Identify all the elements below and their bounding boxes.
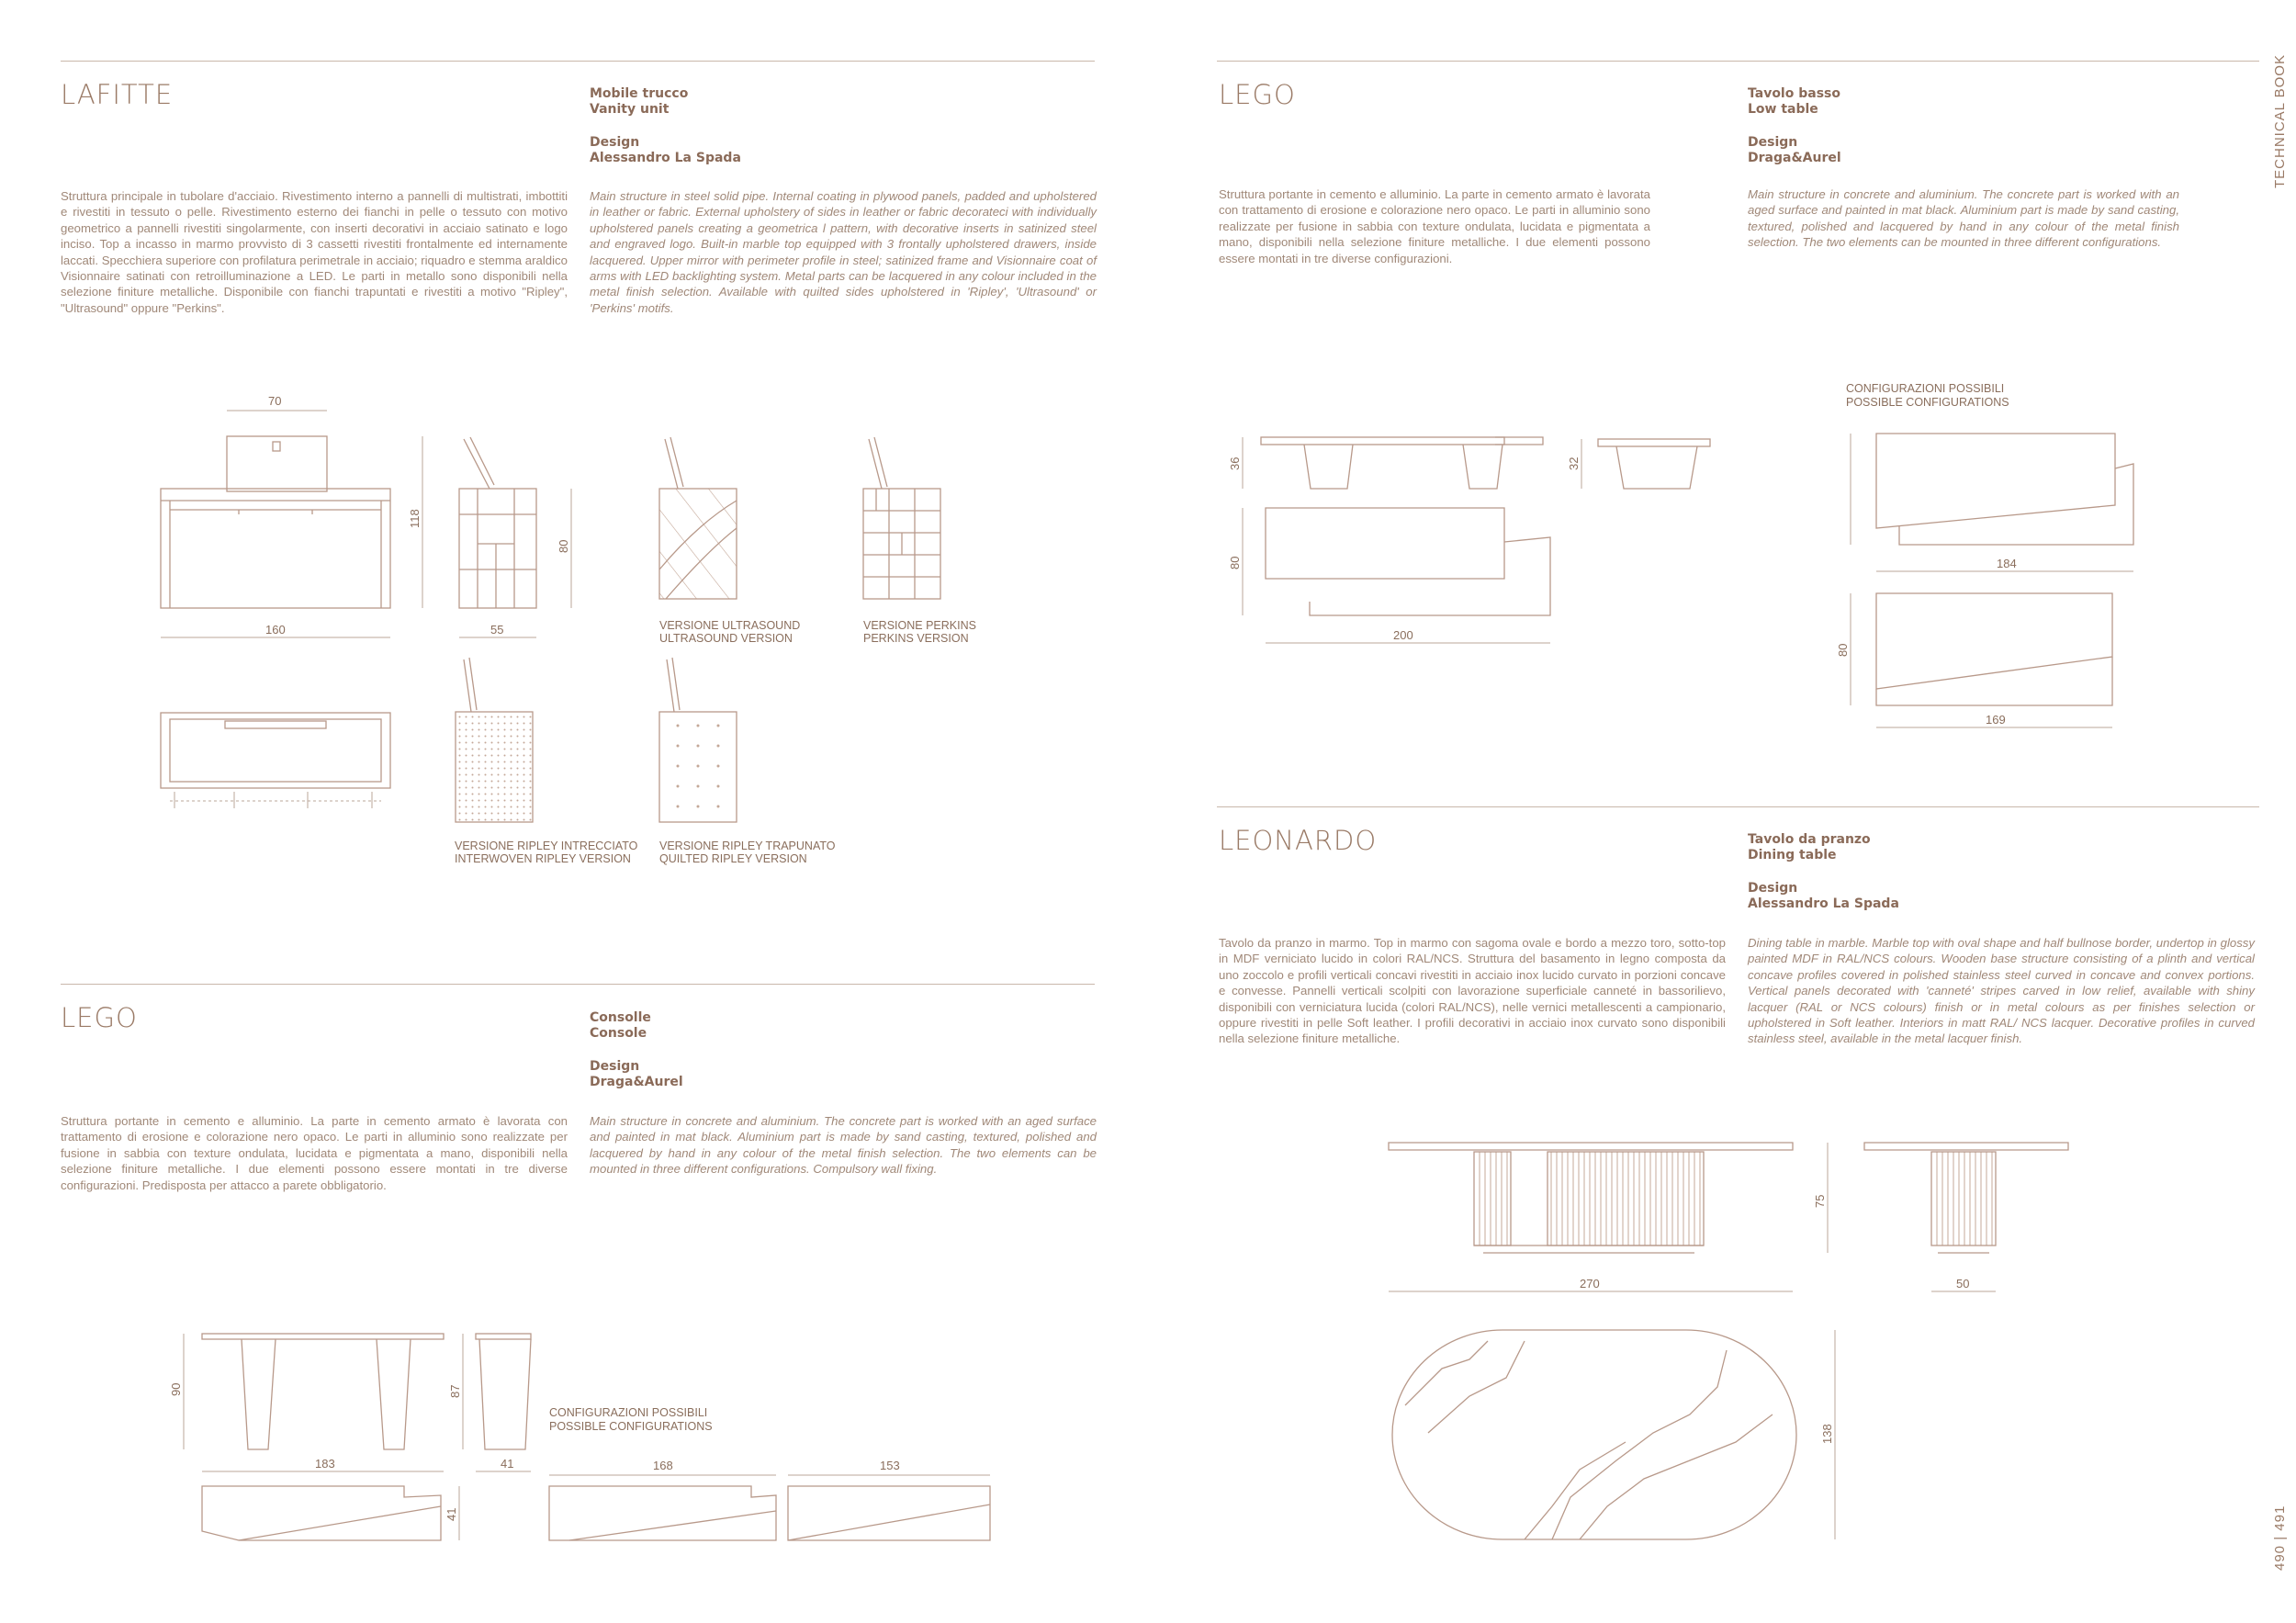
ripley-quilted-caption-en: QUILTED RIPLEY VERSION [659, 852, 807, 865]
leonardo-desc-en: Dining table in marble. Marble top with oval shape and half bullnose border, undertop in glossy painted MDF in RAL/NCS colours. Wooden base structure consisting of a plinth and vertical concave profiles covered in polished stainless steel curved in concave and convex portions. Vertical panels decorated with 'canneté' stripes carved in low relief, available with shiny lacquer (RAL or NCS colours) finish or in metal colours as per finishes selection or upholstered in Soft leather. Interiors in matt RAL/ NCS lacquer. Decorative profiles in curved stainless steel, available in the metal lacquer finish. [1748, 936, 2255, 1046]
dim-lego-console-side-h: 87 [448, 1384, 462, 1398]
lego-table-desc-en: Main structure in concrete and aluminium. The concrete part is worked with an aged surface and painted in mat black. Aluminium part is made by sand casting, textured, polished and lacquered by hand in any colour of the metal finish selection. The two elements can be mounted in three different configurations. [1748, 187, 2179, 250]
leonardo-designer: Alessandro La Spada [1748, 896, 1899, 911]
dim-leonardo-depth: 50 [1956, 1277, 1970, 1291]
dim-lego-table-width: 200 [1393, 628, 1413, 642]
lafitte-type-en: Vanity unit [590, 102, 670, 117]
dim-lafitte-side-h: 80 [557, 539, 570, 553]
lafitte-type-it: Mobile trucco [590, 86, 689, 101]
lafitte-ripley-interwoven-version [455, 658, 638, 865]
leonardo-design-label: Design [1748, 881, 1798, 896]
dim-lego-table-conf2-w: 169 [1986, 713, 2006, 727]
lafitte-front-view [161, 394, 422, 637]
lafitte-side-view [459, 437, 571, 637]
side-label: TECHNICAL BOOK [2272, 54, 2288, 188]
dim-lafitte-height: 118 [408, 509, 422, 528]
lego-console-top-view [202, 1486, 459, 1540]
dim-lego-console-width: 183 [315, 1457, 335, 1471]
lego-console-type-en: Console [590, 1026, 647, 1041]
lego-console-front-view [169, 1334, 444, 1471]
lego-table-title: LEGO [1219, 79, 1296, 110]
lafitte-title: LAFITTE [61, 79, 174, 110]
dim-lego-table-conf1-w: 184 [1997, 557, 2017, 570]
ripley-interwoven-caption-en: INTERWOVEN RIPLEY VERSION [455, 852, 631, 865]
lego-console-side-view [448, 1334, 531, 1471]
lego-table-config-en: POSSIBLE CONFIGURATIONS [1846, 396, 2009, 409]
dim-lego-table-conf2-d: 80 [1836, 643, 1850, 657]
dim-lego-console-height: 90 [169, 1382, 183, 1396]
lego-console-design-label: Design [590, 1059, 640, 1074]
ripley-interwoven-caption-it: VERSIONE RIPLEY INTRECCIATO [455, 840, 638, 852]
lego-console-type-it: Consolle [590, 1010, 651, 1025]
lego-console-configurations [549, 1406, 990, 1540]
dim-lafitte-mirror-w: 70 [268, 394, 282, 408]
dim-lego-console-plan-d: 41 [445, 1507, 458, 1521]
lego-table-type-it: Tavolo basso [1748, 86, 1840, 101]
dim-lafitte-width: 160 [265, 623, 286, 637]
lego-table-front-view [1228, 437, 1543, 489]
dim-lafitte-depth: 55 [490, 623, 504, 637]
dim-leonardo-width: 270 [1580, 1277, 1600, 1291]
leonardo-type-en: Dining table [1748, 848, 1837, 862]
dim-leonardo-height: 75 [1813, 1194, 1827, 1208]
lego-console-desc-it: Struttura portante in cemento e alluminio. La parte in cemento armato è lavorata con trattamento di erosione e colorazione nero opaco. Le parti in alluminio sono realizzate per fusione in sabbia con texture ondulata, lucidata e pigmentata a mano, disponibili nella selezione finiture metalliche. I due elementi possono essere montati in tre diverse configurazioni. Predisposta per attacco a parete obbligatorio. [61, 1114, 568, 1192]
lego-console-config-it: CONFIGURAZIONI POSSIBILI [549, 1406, 708, 1419]
dim-leonardo-plan-d: 138 [1820, 1424, 1834, 1444]
leonardo-type-it: Tavolo da pranzo [1748, 832, 1871, 847]
lafitte-top-view [161, 713, 390, 808]
dim-lego-console-depth: 41 [501, 1457, 514, 1471]
lego-table-design-label: Design [1748, 135, 1798, 150]
lego-console-title: LEGO [61, 1002, 138, 1033]
leonardo-side-view [1864, 1143, 2068, 1291]
leonardo-front-view [1389, 1143, 1828, 1291]
ultrasound-caption-it: VERSIONE ULTRASOUND [659, 619, 801, 632]
lafitte-perkins-version [863, 437, 976, 645]
lafitte-design-label: Design [590, 135, 640, 150]
lego-table-desc-it: Struttura portante in cemento e alluminio. La parte in cemento armato è lavorata con trattamento di erosione e colorazione nero opaco. Le parti in alluminio sono realizzate per fusione in sabbia con texture ondulata, lucidata e pigmentata a mano, disponibili nella selezione finiture metalliche. I due elementi possono essere montati in tre diverse configurazioni. [1219, 187, 1650, 265]
lafitte-desc-en: Main structure in steel solid pipe. Internal coating in plywood panels, padded and upholstered in leather or fabric. External upholstery of sides in leather or fabric decorateci with individually upholstered panels creating a geometrica l pattern, with decorative inserts in satinized steel and engraved logo. Built-in marble top equipped with 3 frontally upholstered drawers, inside lacquered. Upper mirror with perimeter profile in steel; satinized frame and Visionnaire coat of arms with LED backlighting system. Metal parts can be lacquered in any colour included in the metal finish selection. Available with quilted sides upholstered in 'Ripley', 'Ultrasound' or 'Perkins' motifs. [590, 189, 1097, 315]
page-numbers: 490 | 491 [2272, 1505, 2288, 1571]
lafitte-ultrasound-version [659, 437, 800, 645]
lafitte-desc-it: Struttura principale in tubolare d'acciaio. Rivestimento interno a pannelli di multistrati, imbottiti e rivestiti in tessuto o pelle. Rivestimento esterno dei fianchi in pelle o tessuto con motivo geometrico a pannelli rivestiti singolarmente, con inserti decorativi in acciaio satinato e logo inciso. Top a incasso in marmo provvisto di 3 cassetti rivestiti frontalmente ed internamente laccati. Specchiera superiore con profilatura perimetrale in acciaio; riquadro e stemma araldico Visionnaire satinati con retroilluminazione a LED. Le parti in metallo sono disponibili nella selezione finiture metalliche. Disponibile con fianchi trapuntati e rivestiti a motivo "Ripley", "Ultrasound" oppure "Perkins". [61, 189, 568, 315]
lego-table-side-view [1567, 439, 1710, 489]
lafitte-designer: Alessandro La Spada [590, 151, 741, 165]
lego-console-designer: Draga&Aurel [590, 1075, 683, 1089]
lego-table-config-it: CONFIGURAZIONI POSSIBILI [1846, 382, 2005, 395]
lego-table-configurations [1836, 382, 2133, 727]
perkins-caption-it: VERSIONE PERKINS [863, 619, 976, 632]
dim-lego-console-conf1-w: 168 [653, 1459, 673, 1472]
lego-table-top-view [1228, 508, 1550, 643]
ultrasound-caption-en: ULTRASOUND VERSION [659, 632, 793, 645]
perkins-caption-en: PERKINS VERSION [863, 632, 969, 645]
dim-lego-table-height: 36 [1228, 456, 1242, 470]
lafitte-ripley-quilted-version [659, 658, 836, 865]
leonardo-top-view [1392, 1330, 1835, 1539]
lego-table-designer: Draga&Aurel [1748, 151, 1841, 165]
dim-lego-table-depth: 80 [1228, 556, 1242, 569]
lego-console-config-en: POSSIBLE CONFIGURATIONS [549, 1420, 713, 1433]
leonardo-title: LEONARDO [1219, 825, 1378, 856]
dim-lego-table-side-h: 32 [1567, 456, 1581, 470]
leonardo-desc-it: Tavolo da pranzo in marmo. Top in marmo con sagoma ovale e bordo a mezzo toro, sotto-top in MDF verniciato lucido in colori RAL/NCS. Struttura del basamento in legno composta da uno zoccolo e profili verticali concavi rivestiti in acciaio inox lucido curvato in porzioni concave e convesse. Pannelli verticali scolpiti con lavorazione superficiale canneté in bassorilievo, disponibili con verniciatura lucida (colori RAL/NCS), nelle vernici metallescenti a campionario, oppure rivestiti in pelle Soft leather. I profili decorativi in acciaio inox curvato sono disponibili nella selezione finiture metalliche. [1219, 936, 1726, 1046]
ripley-quilted-caption-it: VERSIONE RIPLEY TRAPUNATO [659, 840, 836, 852]
dim-lego-console-conf2-w: 153 [880, 1459, 900, 1472]
lego-console-desc-en: Main structure in concrete and aluminium. The concrete part is worked with an aged surface and painted in mat black. Aluminium part is made by sand casting, textured, polished and lacquered by hand in any colour of the metal finish selection. The two elements can be mounted in three different configurations. Compulsory wall fixing. [590, 1114, 1097, 1177]
lego-table-type-en: Low table [1748, 102, 1818, 117]
